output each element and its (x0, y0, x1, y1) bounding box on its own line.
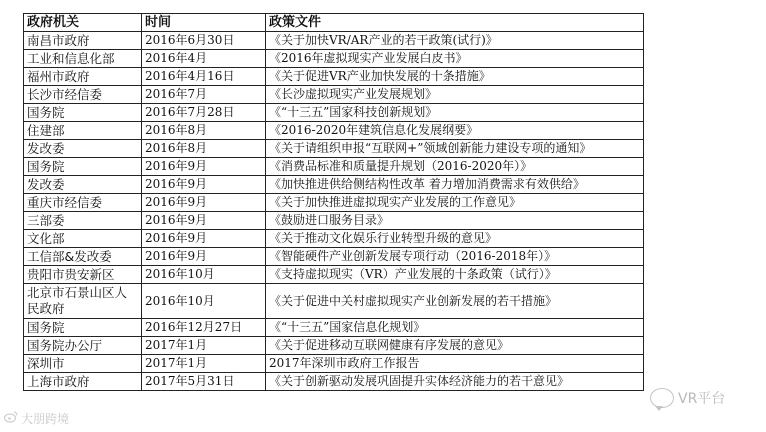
cell-document: 《关于促进移动互联网健康有序发展的意见》 (266, 337, 644, 355)
policy-table (23, 13, 644, 391)
cell-date: 2016年4月16日 (142, 68, 266, 86)
cell-document: 2017年深圳市政府工作报告 (266, 355, 644, 373)
cell-document: 《消费品标准和质量提升规划（2016-2020年）》 (266, 158, 644, 176)
table-row (24, 355, 644, 373)
cell-date: 2016年10月 (142, 266, 266, 284)
cell-agency: 国务院办公厅 (24, 337, 142, 355)
cell-agency: 住建部 (24, 122, 142, 140)
cell-document: 《关于请组织申报“互联网+”领域创新能力建设专项的通知》 (266, 140, 644, 158)
table-header-row (24, 14, 644, 32)
cell-agency: 工信部&发改委 (24, 248, 142, 266)
table-row (24, 248, 644, 266)
table-row (24, 266, 644, 284)
cell-document: 《“十三五”国家信息化规划》 (266, 319, 644, 337)
cell-document: 《关于创新驱动发展巩固提升实体经济能力的若干意见》 (266, 373, 644, 391)
header-document: 政策文件 (266, 14, 644, 32)
table-row (24, 50, 644, 68)
wechat-icon (650, 388, 674, 408)
cell-agency: 工业和信息化部 (24, 50, 142, 68)
cell-document: 《关于加快推进虚拟现实产业发展的工作意见》 (266, 194, 644, 212)
cell-document: 《关于加快VR/AR产业的若干政策(试行)》 (266, 32, 644, 50)
cell-document: 《加快推进供给侧结构性改革 着力增加消费需求有效供给》 (266, 176, 644, 194)
cell-agency: 国务院 (24, 319, 142, 337)
cell-date: 2016年4月 (142, 50, 266, 68)
cell-agency: 福州市政府 (24, 68, 142, 86)
table-row (24, 68, 644, 86)
header-agency: 政府机关 (24, 14, 142, 32)
cell-agency: 文化部 (24, 230, 142, 248)
cell-date: 2016年7月 (142, 86, 266, 104)
cell-agency: 贵阳市贵安新区 (24, 266, 142, 284)
cell-document: 《关于促进中关村虚拟现实产业创新发展的若干措施》 (266, 284, 644, 319)
cell-agency: 国务院 (24, 158, 142, 176)
cell-document: 《长沙虚拟现实产业发展规划》 (266, 86, 644, 104)
cell-document: 《支持虚拟现实（VR）产业发展的十条政策（试行）》 (266, 266, 644, 284)
table-row (24, 319, 644, 337)
cell-date: 2016年7月28日 (142, 104, 266, 122)
cell-date: 2016年9月 (142, 248, 266, 266)
cell-date: 2017年1月 (142, 337, 266, 355)
cell-date: 2016年9月 (142, 194, 266, 212)
table-row (24, 230, 644, 248)
table-row (24, 176, 644, 194)
table-row (24, 212, 644, 230)
cell-date: 2017年5月31日 (142, 373, 266, 391)
table-row (24, 122, 644, 140)
table-row (24, 373, 644, 391)
cell-date: 2017年1月 (142, 355, 266, 373)
cell-agency: 重庆市经信委 (24, 194, 142, 212)
cell-date: 2016年10月 (142, 284, 266, 319)
cell-document: 《关于推动文化娱乐行业转型升级的意见》 (266, 230, 644, 248)
table-row (24, 140, 644, 158)
cell-agency: 南昌市政府 (24, 32, 142, 50)
table-row (24, 104, 644, 122)
cell-document: 《2016-2020年建筑信息化发展纲要》 (266, 122, 644, 140)
cell-agency: 国务院 (24, 104, 142, 122)
watermark-left (4, 410, 69, 427)
watermark-left-text: 大朋跨境 (21, 412, 70, 426)
cell-document: 《“十三五”国家科技创新规划》 (266, 104, 644, 122)
weibo-icon (4, 411, 18, 426)
cell-date: 2016年12月27日 (142, 319, 266, 337)
cell-agency: 发改委 (24, 176, 142, 194)
cell-document: 《关于促进VR产业加快发展的十条措施》 (266, 68, 644, 86)
table-row (24, 86, 644, 104)
table-row (24, 158, 644, 176)
watermark-right (650, 388, 725, 408)
cell-document: 《2016年虚拟现实产业发展白皮书》 (266, 50, 644, 68)
table-row (24, 284, 644, 319)
watermark-right-text: VR平台 (678, 391, 726, 407)
cell-date: 2016年9月 (142, 158, 266, 176)
cell-agency: 三部委 (24, 212, 142, 230)
cell-date: 2016年9月 (142, 176, 266, 194)
cell-date: 2016年8月 (142, 122, 266, 140)
cell-date: 2016年9月 (142, 212, 266, 230)
cell-date: 2016年8月 (142, 140, 266, 158)
table-row (24, 337, 644, 355)
cell-document: 《鼓励进口服务目录》 (266, 212, 644, 230)
cell-agency: 长沙市经信委 (24, 86, 142, 104)
cell-document: 《智能硬件产业创新发展专项行动（2016-2018年）》 (266, 248, 644, 266)
cell-agency: 深圳市 (24, 355, 142, 373)
table-row (24, 194, 644, 212)
header-date: 时间 (142, 14, 266, 32)
cell-agency: 北京市石景山区人民政府 (24, 284, 142, 319)
cell-agency: 上海市政府 (24, 373, 142, 391)
cell-date: 2016年6月30日 (142, 32, 266, 50)
cell-date: 2016年9月 (142, 230, 266, 248)
cell-agency: 发改委 (24, 140, 142, 158)
table-row (24, 32, 644, 50)
